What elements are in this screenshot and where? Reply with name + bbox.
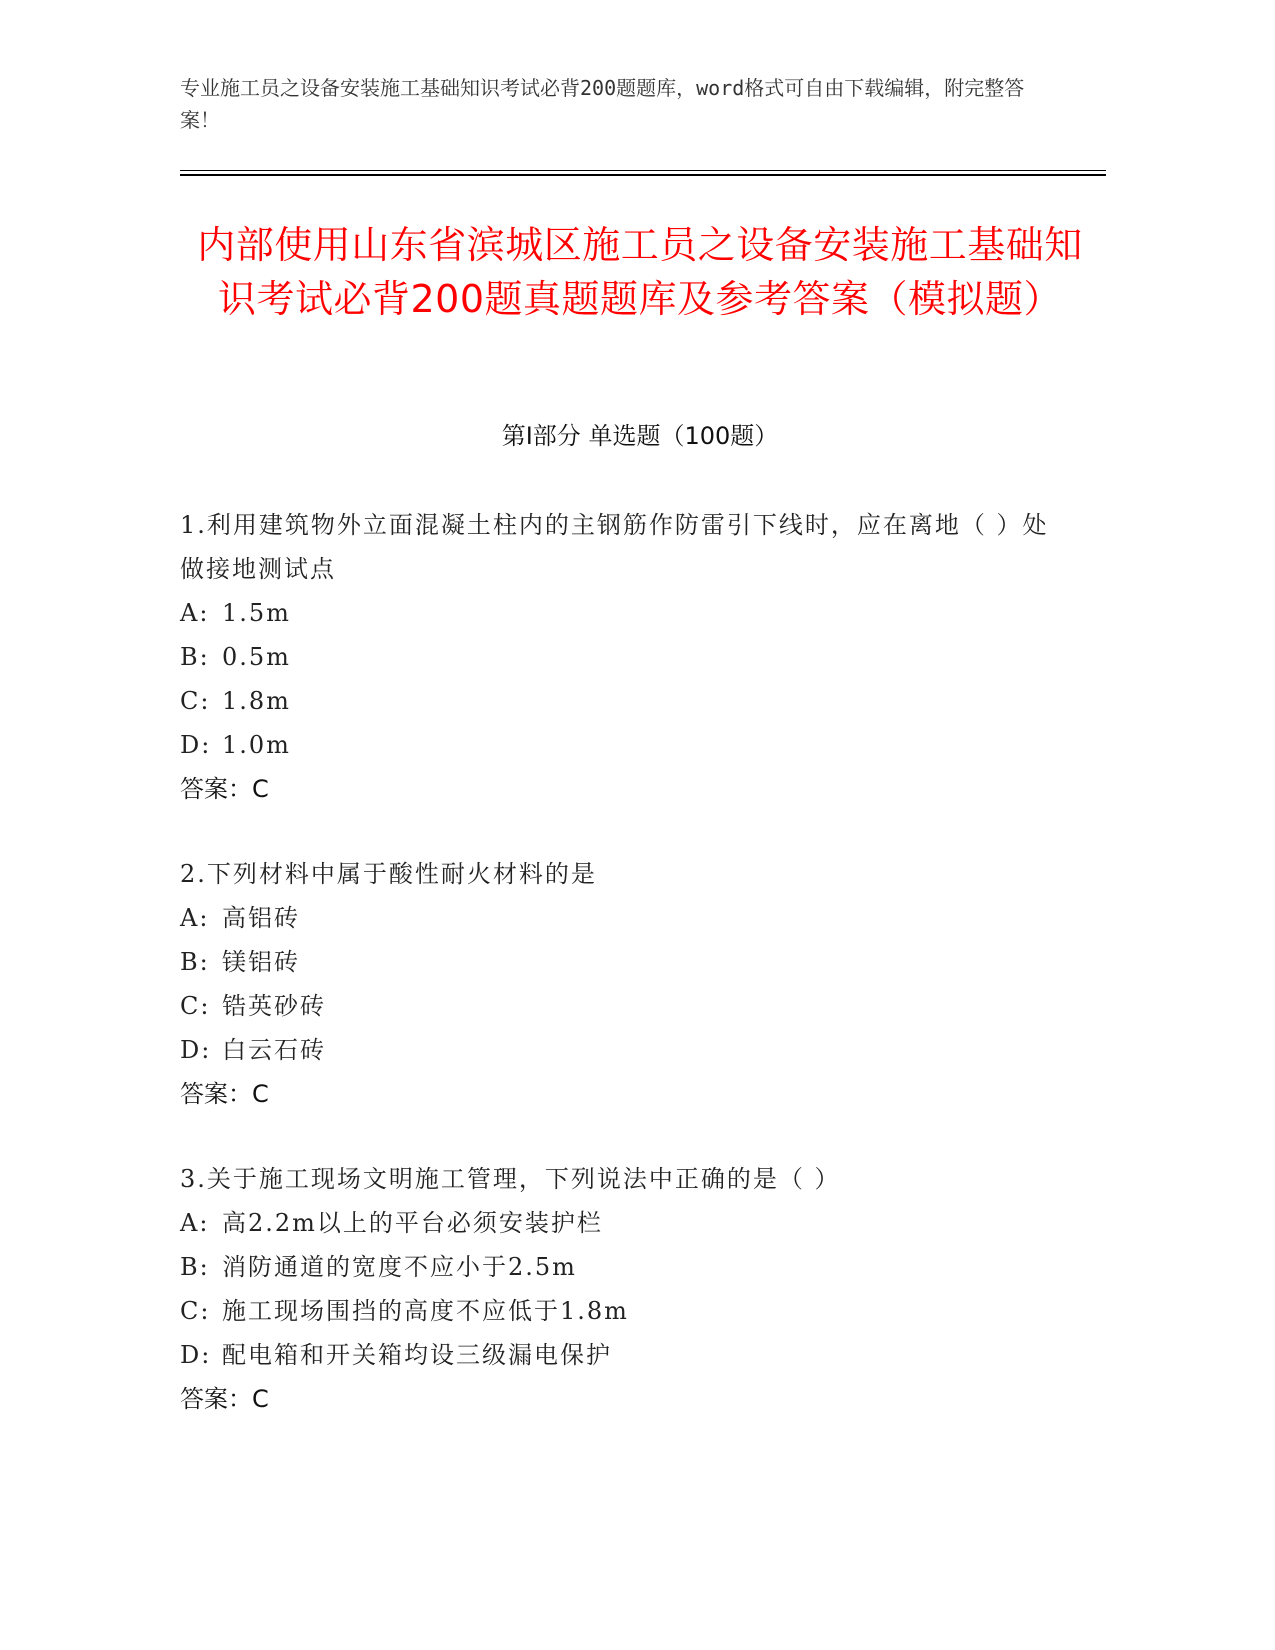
- option-text: 施工现场围挡的高度不应低于1.8m: [222, 1297, 629, 1325]
- option-c: [180, 1289, 1060, 1333]
- option-letter: C:: [180, 1297, 211, 1325]
- question-3: [180, 1157, 1060, 1421]
- question-stem: 2.下列材料中属于酸性耐火材料的是: [180, 860, 597, 888]
- option-letter: C:: [180, 992, 211, 1020]
- answer: 答案：C: [180, 1385, 269, 1413]
- option-text: 白云石砖: [222, 1036, 326, 1064]
- option-letter: D:: [180, 1036, 212, 1064]
- option-letter: B:: [180, 643, 210, 671]
- option-text: 1.5m: [222, 599, 291, 627]
- document-title: 内部使用山东省滨城区施工员之设备安装施工基础知识考试必背200题真题题库及参考答案（模拟题）: [197, 223, 1083, 321]
- option-text: 锆英砂砖: [222, 992, 326, 1020]
- answer: 答案：C: [180, 775, 269, 803]
- option-text: 消防通道的宽度不应小于2.5m: [222, 1253, 577, 1281]
- option-letter: B:: [180, 948, 210, 976]
- option-text: 1.8m: [222, 687, 291, 715]
- question-stem: 1.利用建筑物外立面混凝土柱内的主钢筋作防雷引下线时，应在离地（ ）处做接地测试点: [180, 511, 1049, 583]
- option-b: [180, 940, 1060, 984]
- option-d: [180, 1028, 1060, 1072]
- question-stem: 3.关于施工现场文明施工管理，下列说法中正确的是（ ）: [180, 1165, 841, 1193]
- option-a: [180, 591, 1060, 635]
- option-text: 配电箱和开关箱均设三级漏电保护: [222, 1341, 612, 1369]
- question-1: [180, 503, 1060, 811]
- header-note: 专业施工员之设备安装施工基础知识考试必背200题题库，word格式可自由下载编辑，附完整答案！: [180, 76, 1025, 132]
- option-a: [180, 1201, 1060, 1245]
- option-text: 镁铝砖: [222, 948, 300, 976]
- header-divider-thin: [180, 170, 1106, 171]
- option-text: 0.5m: [222, 643, 291, 671]
- option-b: [180, 635, 1060, 679]
- option-letter: D:: [180, 731, 212, 759]
- option-text: 1.0m: [222, 731, 291, 759]
- option-letter: A:: [180, 904, 210, 932]
- question-2: [180, 852, 1060, 1116]
- option-letter: D:: [180, 1341, 212, 1369]
- option-letter: B:: [180, 1253, 210, 1281]
- option-c: [180, 984, 1060, 1028]
- option-b: [180, 1245, 1060, 1289]
- option-letter: C:: [180, 687, 211, 715]
- answer: 答案：C: [180, 1080, 269, 1108]
- option-d: [180, 1333, 1060, 1377]
- option-d: [180, 723, 1060, 767]
- option-a: [180, 896, 1060, 940]
- option-text: 高2.2m以上的平台必须安装护栏: [222, 1209, 603, 1237]
- header-divider-thick: [180, 174, 1106, 176]
- option-c: [180, 679, 1060, 723]
- option-text: 高铝砖: [222, 904, 300, 932]
- option-letter: A:: [180, 599, 210, 627]
- option-letter: A:: [180, 1209, 210, 1237]
- section-title: 第I部分 单选题（100题）: [501, 422, 779, 450]
